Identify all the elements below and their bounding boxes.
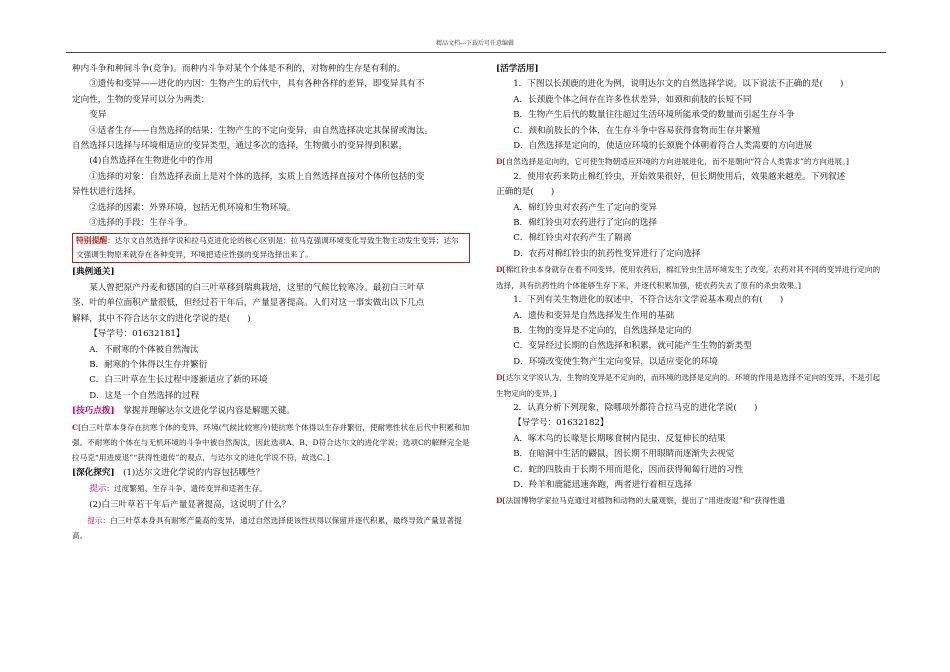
- answer-letter: C: [72, 422, 79, 432]
- option-d: D．自然选择是定向的，使适应环境的长颈鹿个体朝着符合人类需要的方向进展: [513, 141, 813, 152]
- header-rule: [66, 52, 886, 53]
- option-b: B．耐寒的个体得以生存并繁衍: [89, 359, 208, 370]
- option-d: D．羚羊和鹿能迅速奔跑，两者进行着相互选择: [513, 479, 692, 490]
- special-note-box: [72, 233, 470, 263]
- question-2: 2．使用农药来防止棉红铃虫，开始效果很好，但长期使用后，效果越来越差。下列叙述: [513, 171, 846, 182]
- answer-text: [自然选择是定向的，它可使生物朝适应环境的方向进展进化，而不是朝向“符合人类需求”的方向进展。]: [502, 157, 850, 167]
- option-b: B．棉红铃虫对农药进行了定向的选择: [513, 218, 658, 229]
- option-c: C．变异经过长期的自然选择和积累，就可能产生生物的新类型: [513, 341, 752, 352]
- example-line: 解释，其中不符合达尔文的进化学说的是( ): [72, 313, 251, 324]
- text-line: ④适者生存——自然选择的结果：生物产生的不定向变异，由自然选择决定其保留或淘汰。: [89, 125, 433, 136]
- option-c: C．棉红铃虫对农药产生了隔离: [513, 233, 632, 244]
- note-label: 特别提醒: [76, 236, 108, 246]
- question-4: 2．认真分析下列现象，除哪项外都符合拉马克的进化学说( ): [513, 402, 758, 413]
- hint-label: 提示: [89, 484, 107, 495]
- option-d: D．环境改变使生物产生定向变异，以适应变化的环境: [513, 356, 718, 367]
- option-a: A．不耐寒的个体被自然淘汰: [89, 344, 199, 355]
- option-d: D．这是一个自然选择的过程: [89, 390, 200, 401]
- answer-text: [法国博物学家拉马克通过对植物和动物的大量观察，提出了“用进废退”和“获得性遗: [502, 496, 785, 506]
- example-title: [典例通关]: [72, 267, 115, 278]
- option-b: B．在暗洞中生活的鼹鼠，因长期不用眼睛而逐渐失去视觉: [513, 449, 735, 460]
- option-c: C．白三叶草在生长过程中逐渐适应了新的环境: [89, 375, 268, 386]
- example-line: 茎、叶的单位面积产量很低，但经过若干年后，产量显著提高。人们对这一事实做出以下几点: [72, 298, 425, 309]
- page-header: 精品文档---下载后可任意编辑: [435, 40, 515, 47]
- right-column: [496, 62, 884, 509]
- option-b: B．生物产生后代的数量往往超过生活环境所能承受的数量而引起生存斗争: [513, 110, 795, 121]
- answer-letter: D: [496, 496, 503, 506]
- section-heading: (4)自然选择在生物进化中的作用: [89, 156, 214, 167]
- tip-label: [技巧点拨]: [72, 406, 115, 417]
- answer-text: [棉红铃虫本身就存在着不同变异，使用农药后，棉红铃虫生活环境发生了改变。农药对其不同的变异进行定向的选择，具有抗药性的个体能够生存下来，并逐代积累加强，使农药失去了原有的杀虫效果。]: [496, 265, 881, 290]
- option-a: A．啄木鸟的长喙是长期啄食树内昆虫、反复伸长的结果: [513, 433, 726, 444]
- left-column: [72, 62, 470, 544]
- text-line: 异性状进行选择。: [72, 187, 141, 198]
- text-line: ③选择的手段：生存斗争。: [89, 218, 193, 229]
- text-line: ①选择的对象：自然选择表面上是对个体的选择，实质上自然选择直接对个体所包括的变: [89, 171, 425, 182]
- hint-text: ：白三叶草本身具有耐寒产量高的变异，通过自然选择使该性状得以保留并逐代积累，最终导致产量显著提高。: [72, 515, 462, 541]
- tip-text: 掌握并理解达尔文进化学说内容是解题关键。: [114, 406, 295, 417]
- answer-letter: D: [496, 157, 503, 167]
- question-2-cont: 正确的是( ): [496, 187, 555, 198]
- answer-letter: D: [496, 265, 503, 275]
- xuehao-label: 【导学号：01632181】: [89, 329, 185, 340]
- text-line: ③遗传和变异——进化的内因：生物产生的后代中，具有各种各样的差异，即变异具有不: [89, 79, 425, 90]
- hint-label: 提示: [87, 515, 103, 525]
- option-a: A．棉红铃虫对农药产生了定向的变异: [513, 202, 657, 213]
- hint-text: ：过度繁殖、生存斗争、遗传变异和适者生存。: [106, 484, 267, 494]
- question-3: 1．下列有关生物进化的叙述中，不符合达尔文学说基本观点的有( ): [513, 295, 784, 306]
- option-a: A．长颈鹿个体之间存在许多性状差异，如颈和前肢的长短不同: [513, 94, 752, 105]
- text-line: 变异: [89, 110, 107, 121]
- option-c: C．颈和前肢长的个体，在生存斗争中容易获得食物而生存并繁殖: [513, 125, 761, 136]
- xuehao-label: 【导学号：01632182】: [513, 418, 609, 429]
- answer-text: [达尔文学说认为，生物的变异是不定向的，而环境的选择是定向的。环境的作用是选择不定向的变异，不是引起生物定向的变异。]: [496, 373, 881, 398]
- deep-question-2: (2)白三叶草若干年后产量显著提高，这说明了什么？: [89, 499, 291, 510]
- text-line: 种内斗争和种间斗争(竞争)。而种内斗争对某个个体是不利的，对物种的生存是有利的。: [72, 64, 406, 74]
- text-line: 定向性，生物的变异可以分为两类：: [72, 94, 210, 105]
- example-line: 某人曾把原产丹麦和德国的白三叶草移到瑞典栽培，这里的气候比较寒冷。最初白三叶草: [89, 282, 425, 293]
- option-b: B．生物的变异是不定向的，自然选择是定向的: [513, 325, 692, 336]
- note-text: ：达尔文自然选择学说和拉马克进化论的核心区别是：拉马克强调环境变化导致生物主动发生变异；达尔文强调生物原来就存在各种变异，环境把适应性强的变异选择出来了。: [76, 236, 459, 260]
- option-c: C．蛇的四肢由于长期不用而退化，因而获得匍匐行进的习性: [513, 464, 744, 475]
- option-a: A．遗传和变异是自然选择发生作用的基础: [513, 310, 675, 321]
- answer-text: [白三叶草本身存在抗寒个体的变异，环境(气候比较寒冷)使抗寒个体得以生存并繁衍，使耐寒性状在后代中积累和加强。不耐寒的个体在与无机环境的斗争中被自然淘汰，因此选项A、B、D符合达尔文的进化学说；选项C的解释完全是拉马克“用进废退”“获得性遗传”的观点，与达尔文的进化学说不符，故选C。]: [72, 422, 470, 463]
- deep-question-1: (1)达尔文进化学说的内容包括哪些？: [114, 467, 265, 478]
- option-d: D．农药对棉红铃虫的抗药性变异进行了定向选择: [513, 248, 701, 259]
- text-line: 自然选择只选择与环境相适应的变异类型，通过多次的选择，生物微小的变异得到积累。: [72, 141, 408, 152]
- question-1: 1．下图以长颈鹿的进化为例，说明达尔文的自然选择学说。以下说法不正确的是( ): [513, 79, 844, 90]
- deep-label: [深化探究]: [72, 467, 115, 478]
- text-line: ②选择的因素：外界环境，包括无机环境和生物环境。: [89, 202, 296, 213]
- practice-title: [活学活用]: [496, 64, 539, 74]
- answer-letter: D: [496, 373, 503, 383]
